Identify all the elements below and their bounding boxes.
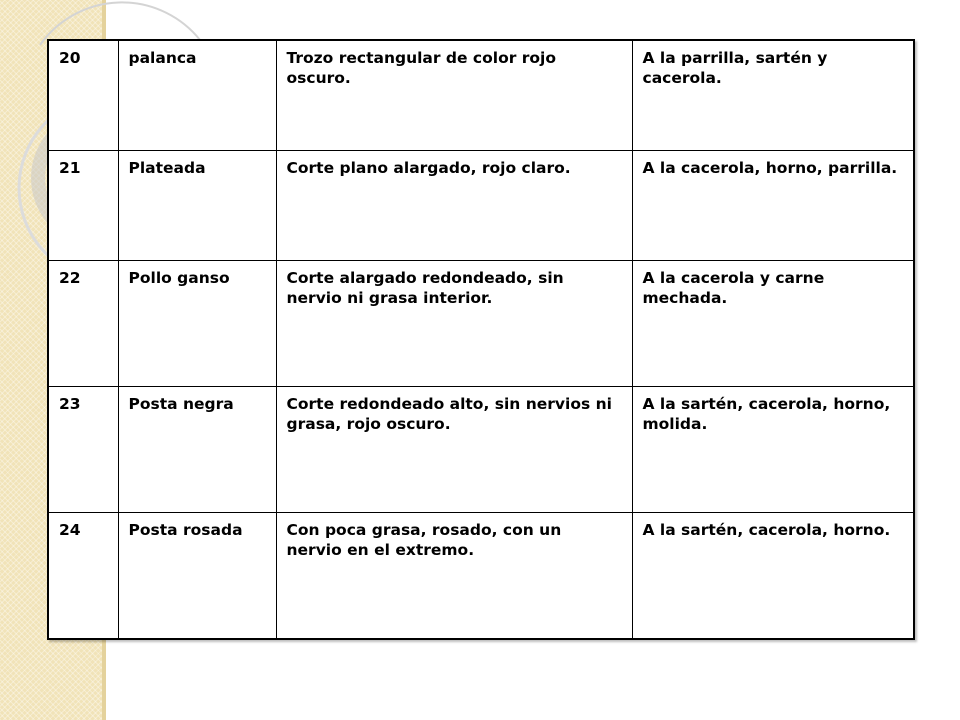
cell-description: Con poca grasa, rosado, con un nervio en el extremo. bbox=[276, 512, 632, 639]
cell-number: 22 bbox=[48, 260, 118, 386]
cell-cooking: A la parrilla, sartén y cacerola. bbox=[632, 40, 914, 150]
cell-cooking: A la cacerola y carne mechada. bbox=[632, 260, 914, 386]
cell-name: Pollo ganso bbox=[118, 260, 276, 386]
cell-number: 24 bbox=[48, 512, 118, 639]
cell-cooking: A la sartén, cacerola, horno. bbox=[632, 512, 914, 639]
cell-number: 20 bbox=[48, 40, 118, 150]
cell-description: Corte alargado redondeado, sin nervio ni grasa interior. bbox=[276, 260, 632, 386]
cuts-table bbox=[47, 39, 915, 640]
cell-description: Corte plano alargado, rojo claro. bbox=[276, 150, 632, 260]
cell-name: Posta negra bbox=[118, 386, 276, 512]
cell-name: palanca bbox=[118, 40, 276, 150]
table-row bbox=[48, 386, 914, 512]
table-row bbox=[48, 260, 914, 386]
table-row bbox=[48, 512, 914, 639]
cell-number: 23 bbox=[48, 386, 118, 512]
table-row bbox=[48, 150, 914, 260]
table-row bbox=[48, 40, 914, 150]
cell-description: Corte redondeado alto, sin nervios ni grasa, rojo oscuro. bbox=[276, 386, 632, 512]
cell-cooking: A la sartén, cacerola, horno, molida. bbox=[632, 386, 914, 512]
cell-description: Trozo rectangular de color rojo oscuro. bbox=[276, 40, 632, 150]
cell-cooking: A la cacerola, horno, parrilla. bbox=[632, 150, 914, 260]
cell-number: 21 bbox=[48, 150, 118, 260]
cell-name: Posta rosada bbox=[118, 512, 276, 639]
cell-name: Plateada bbox=[118, 150, 276, 260]
